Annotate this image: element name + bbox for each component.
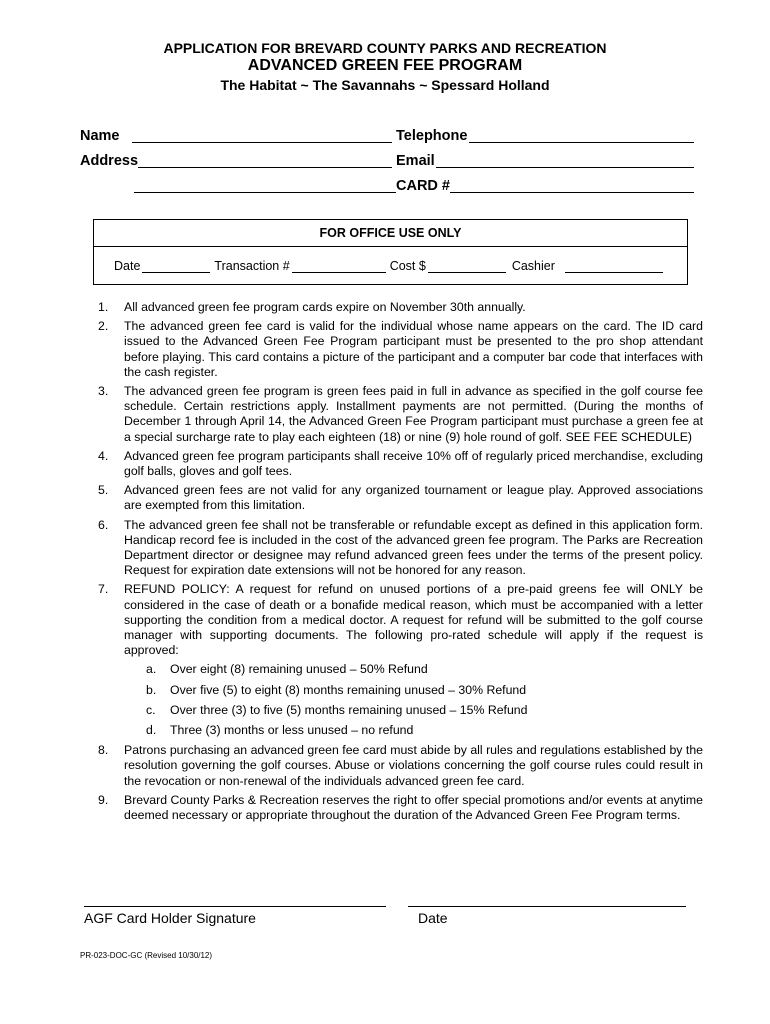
card-number-label: CARD #	[396, 178, 450, 194]
office-cashier-label: Cashier	[511, 259, 555, 273]
office-cost-label: Cost $	[389, 259, 426, 273]
office-date-label: Date	[114, 259, 141, 273]
email-label: Email	[396, 153, 435, 169]
office-cost-field[interactable]	[428, 259, 506, 273]
refund-schedule-item: c. Over three (3) to five (5) months remaining unused – 15% Refund	[146, 702, 528, 717]
form-title-line-1: APPLICATION FOR BREVARD COUNTY PARKS AND RECREATION	[163, 40, 607, 56]
term-item: 3. The advanced green fee program is green fees paid in full in advance as specified in the golf course fee schedule. Certain restrictions apply. Installment payments are not permitted. (During the months of December 1 through April 14, the Advanced Green Fee Program participant must purchase a green fee at a special surcharge rate to play each eighteen (18) or nine (9) hole round of golf. SEE FEE SCHEDULE)	[98, 384, 703, 444]
form-revision-footer: PR-023-DOC-GC (Revised 10/30/12)	[80, 951, 213, 960]
signature-line[interactable]	[84, 906, 386, 907]
form-subtitle-courses: The Habitat ~ The Savannahs ~ Spessard Holland	[220, 77, 550, 93]
address-field[interactable]	[138, 153, 392, 168]
form-title-line-2: ADVANCED GREEN FEE PROGRAM	[247, 57, 523, 74]
office-transaction-label: Transaction #	[214, 259, 290, 273]
office-use-title: FOR OFFICE USE ONLY	[94, 220, 687, 247]
signature-date-label: Date	[418, 910, 448, 926]
address-line-2-field[interactable]	[134, 178, 396, 193]
term-item: 1. All advanced green fee program cards expire on November 30th annually.	[98, 300, 526, 314]
name-label: Name	[80, 128, 120, 144]
term-item: 8. Patrons purchasing an advanced green fee card must abide by all rules and regulations established by the resolution governing the golf courses. Abuse or violations concerning the golf course rules could result in the revocation or non-renewal of the individuals advanced green fee card.	[98, 743, 703, 788]
signature-label: AGF Card Holder Signature	[84, 910, 256, 926]
signature-date-line[interactable]	[408, 906, 686, 907]
term-item: 2. The advanced green fee card is valid for the individual whose name appears on the card. The ID card issued to the Advanced Green Fee Program participant must be presented to the pro shop attendant before playing. This card contains a picture of the participant and a computer bar code that interfaces with the cash register.	[98, 319, 703, 379]
office-transaction-field[interactable]	[292, 259, 386, 273]
office-use-row	[114, 259, 667, 273]
refund-schedule-list	[88, 662, 703, 738]
refund-schedule-item: d. Three (3) months or less unused – no refund	[146, 723, 414, 738]
terms-list	[88, 300, 703, 827]
term-item: 9. Brevard County Parks & Recreation reserves the right to offer special promotions and/or events at anytime deemed necessary or appropriate throughout the duration of the Advanced Green Fee Program terms.	[98, 792, 703, 823]
refund-schedule-item: b. Over five (5) to eight (8) months remaining unused – 30% Refund	[146, 682, 527, 697]
term-item: 4. Advanced green fee program participants shall receive 10% off of regularly priced merchandise, excluding golf balls, gloves and golf tees.	[98, 448, 703, 479]
term-item-refund-policy: 7. REFUND POLICY: A request for refund on unused portions of a pre-paid greens fee will ONLY be considered in the case of death or a bonafide medical reason, which must be accompanied with a letter supporting the condition from a medical doctor. A request for refund will be submitted to the golf course manager with supporting documents. The following pro-rated schedule will apply if the request is approved:	[98, 582, 703, 658]
refund-schedule-item: a. Over eight (8) remaining unused – 50% Refund	[146, 662, 428, 677]
office-use-box	[93, 219, 688, 285]
email-field[interactable]	[436, 153, 694, 168]
address-label: Address	[80, 153, 139, 169]
telephone-label: Telephone	[396, 128, 468, 144]
telephone-field[interactable]	[469, 128, 694, 143]
card-number-field[interactable]	[450, 178, 694, 193]
term-item: 5. Advanced green fees are not valid for any organized tournament or league play. Approved associations are exempted from this limitation.	[98, 483, 703, 513]
name-field[interactable]	[132, 128, 392, 143]
office-cashier-field[interactable]	[565, 259, 663, 273]
term-item: 6. The advanced green fee shall not be transferable or refundable except as defined in this application form. Handicap record fee is included in the cost of the advanced green fee program. The Parks are Recreation Department director or designee may refund advanced green fees under the terms of the present policy. Request for expiration date extensions will not be honored for any reason.	[98, 517, 703, 578]
office-date-field[interactable]	[142, 259, 210, 273]
